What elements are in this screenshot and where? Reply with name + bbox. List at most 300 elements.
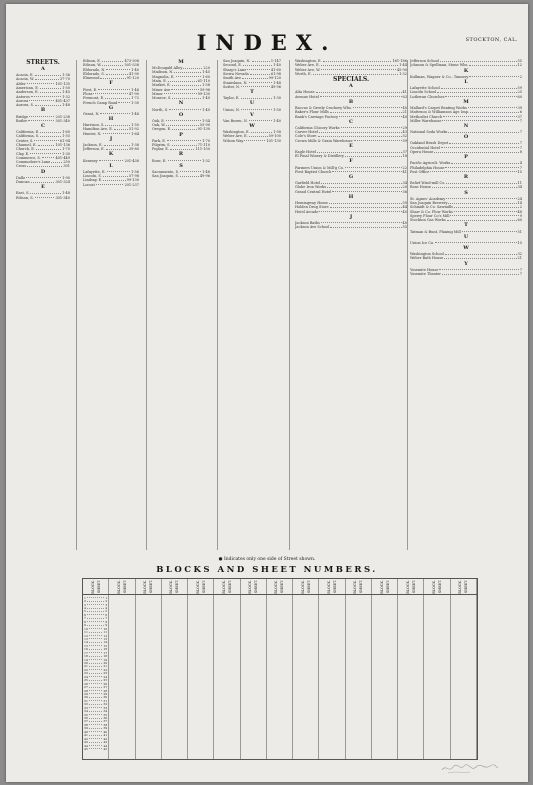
dot-leader bbox=[35, 197, 55, 198]
entry-name: Eldorado, S. bbox=[83, 72, 105, 77]
block-number: 5 bbox=[84, 609, 86, 614]
entry-ref: 43 bbox=[402, 130, 407, 135]
entry-name: Smith Ave bbox=[223, 76, 242, 81]
dot-leader bbox=[345, 156, 402, 157]
entry-name: First Baptist Church bbox=[295, 169, 332, 174]
block-number: 15 bbox=[84, 643, 88, 648]
dot-leader bbox=[89, 635, 102, 636]
entry-name: Wilson Way bbox=[223, 138, 244, 143]
dot-leader bbox=[249, 82, 273, 83]
letter-heading: F bbox=[349, 158, 353, 165]
sheet-number: 34 bbox=[103, 709, 108, 714]
entry-name: California, E. bbox=[16, 130, 40, 135]
blocks-header-label: BLOCK. bbox=[405, 579, 410, 594]
letter-heading: O bbox=[178, 111, 184, 118]
blocks-header-cell bbox=[293, 579, 319, 594]
section-heading: SPECIALS. bbox=[332, 76, 370, 84]
letter-heading: S bbox=[179, 162, 183, 169]
entry-ref: 44 bbox=[402, 205, 407, 210]
entry-name: Eldorado, N. bbox=[83, 67, 106, 72]
entry-name: Alder bbox=[16, 81, 26, 86]
entry-name: Kearney bbox=[83, 158, 98, 163]
letter-heading: P bbox=[179, 131, 183, 138]
entry-ref: 21 bbox=[517, 256, 522, 261]
blocks-row bbox=[84, 747, 107, 750]
dot-leader bbox=[28, 120, 54, 121]
entry-ref: 20 bbox=[402, 185, 407, 190]
block-number: 4 bbox=[84, 606, 86, 611]
dot-leader bbox=[434, 152, 518, 153]
dot-leader bbox=[35, 75, 61, 76]
entry-ref: 57-98 bbox=[128, 174, 139, 179]
entry-ref: 1-32 bbox=[399, 72, 407, 77]
letter-heading: A bbox=[41, 66, 45, 72]
entry-ref: 1-70 bbox=[62, 147, 70, 152]
dot-leader bbox=[89, 748, 102, 749]
letter-heading: T bbox=[464, 222, 468, 229]
block-number: 2 bbox=[84, 599, 86, 604]
dot-leader bbox=[35, 105, 61, 106]
dot-leader bbox=[87, 608, 104, 609]
dot-leader bbox=[89, 638, 102, 639]
dot-leader bbox=[87, 618, 104, 619]
entry-name: Pilgrim, S. bbox=[152, 143, 171, 147]
blocks-header-label: BLOCK. bbox=[327, 579, 332, 594]
blocks-column bbox=[162, 595, 188, 759]
entry-ref: 101-135 bbox=[55, 81, 70, 86]
dot-leader bbox=[106, 149, 128, 150]
dot-leader bbox=[89, 724, 102, 725]
entry-ref: 9 bbox=[519, 213, 522, 218]
dot-leader bbox=[330, 207, 402, 208]
entry-name: Washington School bbox=[410, 252, 444, 257]
dot-leader bbox=[40, 92, 61, 93]
sheet-number: 29 bbox=[103, 691, 108, 696]
dot-leader bbox=[252, 61, 270, 62]
blocks-header-label: SHEET. bbox=[227, 579, 232, 594]
block-number: 9 bbox=[84, 623, 86, 628]
entry-ref: 1-54 bbox=[202, 118, 210, 123]
entry-ref: 49-96 bbox=[270, 84, 281, 89]
dot-leader bbox=[169, 109, 201, 110]
blocks-header-label: SHEET. bbox=[385, 579, 390, 594]
blocks-header-label: SHEET. bbox=[464, 579, 469, 594]
entry-name: Baker's Flour Mills bbox=[295, 110, 329, 115]
entry-ref: 1-58 bbox=[273, 130, 281, 135]
entry-name: Poplar, E. bbox=[152, 147, 169, 152]
entry-name: Jefferson School bbox=[410, 59, 439, 64]
blocks-column bbox=[241, 595, 267, 759]
entry-name: Aurora, S. bbox=[16, 103, 34, 108]
specials-col-1 bbox=[295, 59, 407, 549]
dot-leader bbox=[102, 65, 123, 66]
entry-ref: 1-40 bbox=[273, 63, 281, 68]
dot-leader bbox=[430, 171, 516, 172]
dot-leader bbox=[244, 140, 265, 141]
block-number: 10 bbox=[84, 626, 88, 631]
entry-name: Avenue Hotel bbox=[295, 94, 319, 99]
dot-leader bbox=[249, 120, 272, 121]
dot-leader bbox=[98, 89, 130, 90]
entry-name: Schmidt & Co. Sawmills bbox=[410, 205, 453, 210]
entry-ref: 1-60 bbox=[202, 74, 210, 79]
blocks-column bbox=[451, 595, 477, 759]
dot-leader bbox=[321, 69, 396, 70]
blocks-column bbox=[346, 595, 372, 759]
blocks-header-label: BLOCK. bbox=[458, 579, 463, 594]
dot-leader bbox=[100, 113, 130, 114]
dot-leader bbox=[174, 72, 201, 73]
dot-leader bbox=[243, 65, 272, 66]
dot-leader bbox=[172, 145, 197, 146]
dot-leader bbox=[168, 160, 202, 161]
sheet-number: 13 bbox=[103, 636, 108, 641]
entry-name: Shaw & Co. Plow Works bbox=[410, 209, 453, 214]
entry-ref: 201-238 bbox=[55, 114, 70, 119]
entry-name: Sperry Flour Co's Mill bbox=[410, 213, 450, 218]
dot-leader bbox=[317, 152, 402, 153]
dot-leader bbox=[89, 700, 102, 701]
dot-leader bbox=[327, 187, 401, 188]
entry-name: Miller Warehouse bbox=[410, 118, 442, 123]
blocks-column bbox=[214, 595, 240, 759]
entry-name: Jackson Baths bbox=[295, 220, 320, 225]
blocks-table-header bbox=[83, 579, 477, 595]
letter-heading: L bbox=[109, 162, 113, 169]
entry-name: First, E. bbox=[83, 87, 98, 92]
blocks-header-label: BLOCK. bbox=[274, 579, 279, 594]
index-sheet bbox=[6, 4, 528, 782]
entry-ref: 1-60 bbox=[62, 130, 70, 135]
letter-heading: C bbox=[41, 122, 45, 129]
dot-leader bbox=[447, 220, 517, 221]
city-label: STOCKTON, CAL. bbox=[465, 37, 518, 43]
entry-ref: 59 bbox=[402, 138, 407, 143]
entry-ref: 40 bbox=[402, 114, 407, 119]
sheet-number: 25 bbox=[103, 678, 108, 683]
sheet-number: 32 bbox=[103, 702, 108, 707]
dot-leader bbox=[330, 112, 402, 113]
dot-leader bbox=[321, 65, 398, 66]
entry-name: Yosemite House bbox=[410, 267, 439, 272]
dot-leader bbox=[96, 184, 124, 185]
block-number: 3 bbox=[84, 602, 86, 607]
letter-heading: K bbox=[108, 151, 114, 158]
column-divider bbox=[289, 60, 290, 550]
entry-ref: 201-237 bbox=[124, 182, 139, 187]
block-number: 40 bbox=[84, 729, 88, 734]
dot-leader bbox=[89, 676, 102, 677]
blocks-title: BLOCKS AND SHEET NUMBERS. bbox=[156, 565, 378, 575]
dot-leader bbox=[442, 120, 518, 121]
streets-col-4 bbox=[223, 59, 281, 549]
blocks-header-label: SHEET. bbox=[201, 579, 206, 594]
entry-ref: 1-147 bbox=[270, 59, 281, 64]
entry-ref: 18 bbox=[402, 154, 407, 159]
entry-name: Commodore's Lane bbox=[16, 160, 51, 165]
entry-name: Sacramento, S. bbox=[152, 169, 179, 174]
entry-name: Lincoln, S. bbox=[83, 174, 102, 179]
entry-name: Grand Central Hotel bbox=[295, 189, 332, 194]
sheet-number: 24 bbox=[103, 674, 108, 679]
entry-ref: 59-98 bbox=[199, 87, 210, 92]
entry-name: Jackson Ave School bbox=[295, 225, 330, 230]
entry-ref: 1-45 bbox=[202, 70, 210, 75]
block-number: 44 bbox=[84, 743, 88, 748]
entry-name: Miner Ave bbox=[152, 87, 171, 92]
blocks-header-label: BLOCK. bbox=[353, 579, 358, 594]
blocks-column bbox=[267, 595, 293, 759]
entry-ref: 51-92 bbox=[128, 127, 139, 132]
entry-name: Crown Mills & Grain Warehouse bbox=[295, 138, 353, 143]
sheet-number: 41 bbox=[103, 733, 108, 738]
block-number: 27 bbox=[84, 685, 88, 690]
entry-ref: 41-90 bbox=[128, 72, 139, 77]
entry-name: Worth, E. bbox=[295, 72, 312, 77]
column-divider bbox=[217, 60, 218, 550]
sheet-number: 31 bbox=[103, 698, 108, 703]
dot-leader bbox=[172, 98, 201, 99]
entry-name: Garfield Hotel bbox=[295, 181, 321, 186]
entry-name: Hemingway Home bbox=[295, 201, 328, 206]
entry-name: Weber Ave, E. bbox=[223, 134, 248, 139]
dot-leader bbox=[51, 162, 62, 163]
block-number: 34 bbox=[84, 709, 88, 714]
entry-name: Oak, E. bbox=[152, 118, 165, 123]
letter-heading: T bbox=[250, 89, 254, 96]
entry-ref: 1-40 bbox=[202, 96, 210, 101]
blocks-header-cell bbox=[424, 579, 450, 594]
dot-leader bbox=[242, 78, 268, 79]
entry-ref: 1-48 bbox=[273, 80, 281, 85]
entry-ref: 1-48 bbox=[202, 169, 210, 174]
sheet-number: 27 bbox=[103, 685, 108, 690]
entry-name: Dalle bbox=[16, 175, 26, 180]
block-number: 33 bbox=[84, 705, 88, 710]
entry-ref: 6 bbox=[519, 110, 522, 115]
entry-name: East, S. bbox=[16, 191, 30, 196]
dot-leader bbox=[103, 180, 125, 181]
letter-heading: R bbox=[463, 174, 469, 181]
entry-ref: 1-58 bbox=[202, 83, 210, 88]
entry-name: Harrison, S. bbox=[83, 123, 105, 128]
blocks-header-label: SHEET. bbox=[333, 579, 338, 594]
sheet-number: 4 bbox=[105, 606, 108, 611]
dot-leader bbox=[323, 61, 392, 62]
dot-leader bbox=[441, 88, 517, 89]
entry-name: San Joaquin, N. bbox=[223, 59, 251, 64]
dot-leader bbox=[247, 69, 270, 70]
block-number: 22 bbox=[84, 667, 88, 672]
entry-ref: 15 bbox=[517, 169, 522, 174]
blocks-header-label: BLOCK. bbox=[90, 579, 95, 594]
entry-name: Weber Bath House bbox=[410, 256, 444, 261]
entry-name: Kullman, Wagner & Co., Tannery bbox=[410, 74, 469, 79]
entry-name: San Joaquin Brewery bbox=[410, 201, 448, 206]
entry-ref: 1-30 bbox=[273, 96, 281, 101]
sheet-number: 15 bbox=[103, 643, 108, 648]
letter-heading: N bbox=[463, 122, 469, 129]
blocks-header-label: SHEET. bbox=[175, 579, 180, 594]
dot-leader bbox=[170, 149, 195, 150]
index-entry bbox=[410, 272, 522, 276]
entry-name: Globe Iron Works bbox=[295, 185, 327, 190]
entry-ref: 301 bbox=[63, 164, 70, 169]
letter-heading: W bbox=[249, 122, 255, 129]
block-number: 21 bbox=[84, 664, 88, 669]
entry-name: Taylor, E. bbox=[223, 96, 240, 101]
entry-ref: 49-96 bbox=[199, 174, 210, 179]
blocks-column bbox=[83, 595, 109, 759]
dot-leader bbox=[166, 125, 199, 126]
entry-ref: 52 bbox=[402, 134, 407, 139]
dot-leader bbox=[341, 127, 402, 128]
entry-name: Minor bbox=[152, 91, 163, 96]
entry-ref: 41-60 bbox=[270, 67, 281, 72]
sheet-number: 8 bbox=[105, 619, 108, 624]
sheet-number: 9 bbox=[105, 623, 108, 628]
dot-leader bbox=[89, 742, 102, 743]
entry-ref: 22 bbox=[402, 165, 407, 170]
blocks-header-cell bbox=[319, 579, 345, 594]
sheet-number: 6 bbox=[105, 612, 108, 617]
index-entry bbox=[223, 139, 281, 143]
entry-name: Union Ice Co. bbox=[410, 240, 435, 245]
entry-ref: 1-44 bbox=[399, 63, 407, 68]
dot-leader bbox=[321, 222, 402, 223]
entry-ref: 1-45 bbox=[62, 90, 70, 95]
dot-leader bbox=[93, 93, 127, 94]
dot-leader bbox=[27, 83, 55, 84]
block-number: 14 bbox=[84, 640, 88, 645]
blocks-column bbox=[398, 595, 424, 759]
entry-ref: 29 bbox=[402, 125, 407, 130]
dot-leader bbox=[35, 79, 59, 80]
entry-name: Center, S. bbox=[16, 138, 34, 143]
dot-leader bbox=[89, 707, 102, 708]
entry-name: Commerce, S. bbox=[16, 155, 41, 160]
letter-heading: B bbox=[348, 98, 354, 105]
letter-heading: M bbox=[463, 98, 469, 105]
dot-leader bbox=[89, 628, 102, 629]
entry-name: Alta House bbox=[295, 90, 315, 95]
letter-heading: G bbox=[348, 174, 354, 181]
entry-name: Yosemite Theater bbox=[410, 272, 441, 277]
entry-name: Second, E. bbox=[223, 63, 242, 68]
dot-leader bbox=[171, 89, 199, 90]
block-number: 38 bbox=[84, 722, 88, 727]
entry-ref: 7 bbox=[519, 141, 522, 146]
blocks-header-label: SHEET. bbox=[149, 579, 154, 594]
dot-leader bbox=[36, 149, 61, 150]
entry-ref: 1-46 bbox=[131, 87, 139, 92]
entry-name: Washington, E. bbox=[295, 59, 322, 64]
entry-name: Clay, E. bbox=[16, 151, 30, 156]
block-number: 25 bbox=[84, 678, 88, 683]
letter-heading: E bbox=[41, 184, 45, 191]
sheet-number: 2 bbox=[105, 599, 108, 604]
entry-ref: 59 bbox=[402, 201, 407, 206]
dot-leader bbox=[100, 78, 125, 79]
entry-name: Monroe, S. bbox=[152, 96, 172, 101]
entry-ref: 1-50 bbox=[273, 107, 281, 112]
letter-heading: E bbox=[349, 142, 353, 149]
dot-leader bbox=[31, 182, 55, 183]
entry-name: Lutheran Churches bbox=[410, 94, 445, 99]
dot-leader bbox=[166, 120, 201, 121]
dot-leader bbox=[470, 112, 519, 113]
entry-ref: 32 bbox=[517, 252, 522, 257]
entry-name: Relief Wind-mill Co. bbox=[410, 181, 446, 186]
column-divider bbox=[407, 60, 408, 550]
blocks-header-label: BLOCK. bbox=[300, 579, 305, 594]
blocks-header-label: SHEET. bbox=[122, 579, 127, 594]
entry-ref: 61-110 bbox=[197, 79, 210, 84]
entry-name: Oak, W. bbox=[152, 123, 166, 128]
entry-name: Duncan bbox=[16, 180, 30, 185]
dot-leader bbox=[87, 601, 104, 602]
dot-leader bbox=[183, 68, 202, 69]
entry-name: Philadelphia House bbox=[410, 165, 445, 170]
dot-leader bbox=[89, 680, 102, 681]
entry-ref: 12 bbox=[517, 63, 522, 68]
dot-leader bbox=[444, 258, 516, 259]
letter-heading: J bbox=[109, 135, 113, 142]
dot-leader bbox=[313, 74, 398, 75]
entry-ref: 24 bbox=[517, 196, 522, 201]
entry-ref: 1-90 bbox=[62, 175, 70, 180]
dot-leader bbox=[114, 129, 128, 130]
entry-name: Eagle Hotel bbox=[295, 150, 316, 154]
block-number: 42 bbox=[84, 736, 88, 741]
blocks-header-cell bbox=[109, 579, 135, 594]
entry-name: Bank's Carriage Factory bbox=[295, 114, 339, 119]
entry-ref: 59-100 bbox=[268, 134, 281, 139]
entry-name: Mallard's Carpet Beating Works bbox=[410, 105, 467, 110]
dot-leader bbox=[106, 74, 128, 75]
entry-name: Occidental Hotel bbox=[410, 145, 440, 150]
entry-ref: 71-110 bbox=[197, 143, 210, 147]
letter-heading: J bbox=[349, 213, 353, 220]
entry-ref: 1-55 bbox=[62, 134, 70, 139]
block-number: 8 bbox=[84, 619, 86, 624]
dot-leader bbox=[87, 611, 104, 612]
dot-leader bbox=[435, 242, 516, 243]
dot-leader bbox=[89, 728, 102, 729]
block-number: 32 bbox=[84, 702, 88, 707]
dot-leader bbox=[89, 711, 102, 712]
dot-leader bbox=[354, 140, 402, 141]
sheet-number: 23 bbox=[103, 671, 108, 676]
blocks-header-label: SHEET. bbox=[359, 579, 364, 594]
dot-leader bbox=[27, 166, 62, 167]
dot-leader bbox=[30, 153, 61, 154]
entry-name: Tatman & Bunt, Planing Mill bbox=[410, 229, 461, 234]
letter-heading: U bbox=[249, 100, 255, 107]
column-divider bbox=[76, 60, 77, 550]
blocks-header-cell bbox=[451, 579, 477, 594]
block-number: 37 bbox=[84, 719, 88, 724]
dot-leader bbox=[468, 107, 517, 108]
blocks-column bbox=[319, 595, 345, 759]
entry-name: Oakland Brush Depot bbox=[410, 141, 449, 146]
blocks-header-cell bbox=[136, 579, 162, 594]
sheet-number: 43 bbox=[103, 740, 108, 745]
sheet-number: 20 bbox=[103, 661, 108, 666]
entry-name: Holden Drug Store bbox=[295, 205, 329, 210]
letter-heading: M bbox=[178, 59, 184, 65]
sheet-number: 45 bbox=[103, 746, 108, 751]
